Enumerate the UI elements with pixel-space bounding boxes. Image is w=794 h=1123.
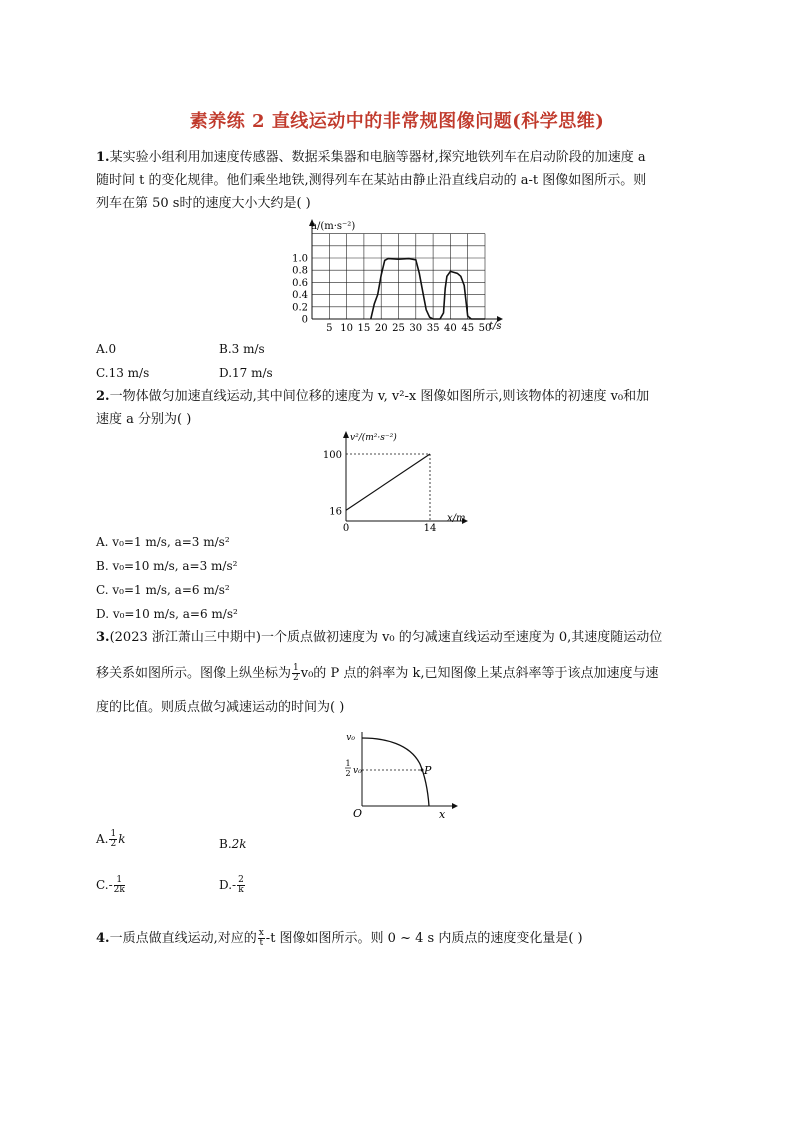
x-axis-arrow: [452, 803, 458, 809]
q1-option-a[interactable]: A.0: [96, 342, 117, 356]
q2-option-c[interactable]: C. v₀=1 m/s, a=6 m/s²: [96, 583, 230, 597]
q1-option-c[interactable]: C.13 m/s: [96, 366, 150, 380]
y-axis-arrow: [343, 431, 349, 438]
q3-text-1: (2023 浙江萧山三中期中)一个质点做初速度为 v₀ 的匀减速直线运动至速度为 0,其速度随运动位: [109, 630, 663, 645]
y-tick-label: 1.0: [292, 253, 308, 265]
q3-text-2a: 移关系如图所示。图像上纵坐标为: [96, 666, 292, 681]
q2-option-b[interactable]: B. v₀=10 m/s, a=3 m/s²: [96, 559, 238, 573]
x-tick-label: 25: [392, 323, 405, 334]
y-tick-label: 0.4: [292, 290, 308, 302]
x-axis-label: x: [439, 808, 446, 821]
fraction-numerator: 1: [114, 876, 125, 886]
fraction-numerator: 1: [110, 829, 117, 839]
q4-text-b: -t 图像如图所示。则 0 ~ 4 s 内质点的速度变化量是( ): [265, 931, 583, 946]
option-prefix: A.: [96, 832, 109, 846]
origin-label: 0: [342, 523, 350, 532]
fraction-numerator: 1: [293, 663, 299, 673]
fraction-denominator: 2: [293, 673, 299, 683]
x-axis-label: x/m: [447, 513, 466, 524]
q2-line-2: 速度 a 分别为( ): [96, 412, 192, 427]
q4-x-over-t: [258, 929, 265, 948]
page-title: 素养练 2 直线运动中的非常规图像问题(科学思维): [189, 111, 605, 132]
y-tick-label: 0.8: [292, 265, 308, 277]
q4-number: 4.: [96, 931, 110, 946]
v0-label: v₀: [346, 733, 355, 743]
v-x-curve: [362, 738, 429, 806]
q3-option-b[interactable]: [219, 836, 247, 852]
fraction-denominator: k: [238, 885, 244, 895]
fraction-numerator: x: [258, 928, 264, 938]
x-tick-label: 35: [426, 323, 440, 334]
option-prefix: D.-: [219, 878, 237, 892]
q2-text-1: 一物体做匀加速直线运动,其中间位移的速度为 v, v²-x 图像如图所示,则该物体的初速度 v₀和加: [109, 389, 650, 404]
option-fraction: [109, 830, 117, 849]
q3-text-2b: v₀的 P 点的斜率为 k,已知图像上某点斜率等于该点加速度与速: [300, 666, 659, 681]
x-tick-label: 5: [326, 323, 333, 334]
y-tick-label: 0.6: [292, 277, 308, 289]
q1-line-1: [96, 148, 646, 168]
q2-v2-x-chart: [322, 428, 472, 532]
option-prefix: C.-: [96, 878, 113, 892]
x-tick-label: 40: [444, 323, 457, 334]
q1-option-d[interactable]: D.17 m/s: [219, 366, 273, 380]
v2-x-line: [346, 454, 430, 510]
fraction-denominator: 2: [110, 839, 117, 849]
x-tick-label: 45: [461, 323, 475, 334]
half-v0-label: v₀: [353, 766, 362, 776]
q3-number: 3.: [96, 630, 110, 645]
q4-text-a: 一质点做直线运动,对应的: [109, 931, 257, 946]
option-fraction: [237, 876, 245, 895]
q1-text-1: 某实验小组利用加速度传感器、数据采集器和电脑等器材,探究地铁列车在启动阶段的加速度 a: [109, 150, 646, 165]
option-prefix: B.: [219, 837, 232, 851]
q4-line-1: [96, 929, 583, 949]
q1-number: 1.: [96, 150, 110, 165]
q2-option-a[interactable]: A. v₀=1 m/s, a=3 m/s²: [96, 535, 230, 549]
x-tick-label: 10: [340, 323, 353, 334]
q3-option-d[interactable]: [219, 876, 246, 895]
y-tick-label: 0: [301, 314, 308, 326]
x-tick-label: 15: [357, 323, 371, 334]
q1-a-t-chart: [285, 216, 515, 336]
half-denominator: 2: [345, 769, 351, 778]
fraction-numerator: 2: [238, 875, 244, 885]
y-axis-label: a/(m·s⁻²): [311, 221, 356, 232]
y-axis-label: v²/(m²·s⁻²): [350, 433, 397, 443]
x-tick-label: 20: [374, 323, 388, 334]
q3-v-x-graph: [340, 726, 465, 822]
x-tick-label: 30: [409, 323, 423, 334]
y-tick-100: 100: [322, 450, 342, 461]
p-label: P: [424, 764, 432, 777]
q2-line-1: [96, 387, 649, 407]
q3-option-a[interactable]: [96, 830, 126, 849]
option-suffix: 2k: [231, 837, 247, 851]
y-tick-label: 0.2: [292, 302, 308, 314]
x-axis-label: t/s: [489, 321, 502, 332]
q1-line-2: 随时间 t 的变化规律。他们乘坐地铁,测得列车在某站由静止沿直线启动的 a-t 图像如图所示。则: [96, 173, 647, 188]
q3-line-2: [96, 664, 658, 684]
y-tick-16: 16: [329, 506, 342, 518]
q3-line-3: 度的比值。则质点做匀减速运动的时间为( ): [96, 700, 345, 715]
x-tick-14: 14: [423, 523, 437, 532]
q2-option-d[interactable]: D. v₀=10 m/s, a=6 m/s²: [96, 607, 238, 621]
q1-option-b[interactable]: B.3 m/s: [219, 342, 265, 356]
fraction-denominator: 2k: [113, 885, 125, 895]
q2-number: 2.: [96, 389, 110, 404]
q3-line-1: [96, 628, 662, 648]
option-fraction: [114, 876, 125, 895]
q3-half-fraction: [292, 664, 300, 683]
option-suffix: k: [118, 832, 126, 846]
q1-line-3: 列车在第 50 s时的速度大小大约是( ): [96, 196, 311, 211]
chart-grid: [312, 234, 485, 319]
origin-label: O: [353, 807, 363, 820]
q3-option-c[interactable]: [96, 876, 126, 895]
fraction-denominator: t: [259, 938, 264, 948]
x-tick-label: 50: [478, 323, 492, 334]
half-numerator: 1: [345, 759, 351, 768]
